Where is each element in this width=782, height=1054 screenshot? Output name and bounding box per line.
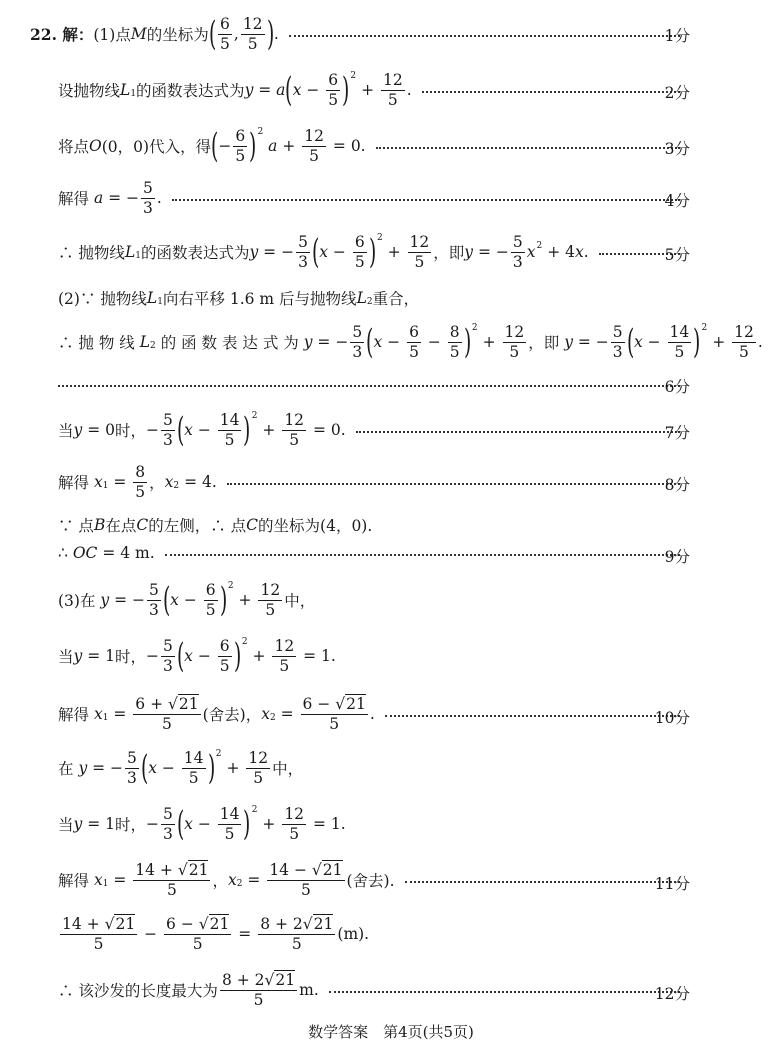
line-5: ∴ 抛物线 L 1 的函数表达式为 y = − $\frac{5}{3}$ ( x − $\frac{6}{5}$ ) 2 + $\frac{12}{5}$ ，即 y = − $\frac{5}{3}$ x 2 + 4 x .: [58, 236, 690, 268]
text: ∵ 点: [58, 517, 94, 535]
text: 的坐标为: [146, 26, 209, 44]
question-label: 22. 解：: [30, 25, 94, 44]
text: 的函数表达式为: [136, 82, 245, 100]
text: 在点: [105, 517, 137, 535]
points-6: 6分: [664, 378, 690, 396]
text: 中，: [284, 592, 316, 610]
paren: ): [266, 14, 274, 54]
text: ∴ 抛 物 线: [58, 334, 135, 352]
dot-leader: [405, 881, 680, 883]
text: 当: [58, 816, 74, 834]
line-8: [58, 374, 690, 394]
dot-leader: [227, 483, 680, 485]
text: (2)∵ 抛物线: [58, 290, 147, 308]
text: (舍去).: [346, 872, 395, 890]
line-18: 解得 x 1 = $\frac{14 + √21}{5}$ ， x 2 = $\frac{14 - √21}{5}$ (舍去).: [58, 863, 690, 897]
text: (m).: [337, 925, 370, 943]
dot-leader: [172, 199, 680, 201]
text: 当: [58, 422, 74, 440]
points-7: 7分: [664, 424, 690, 442]
line-10: 解得 x 1 = $\frac{8}{5}$ ， x 2 = 4.: [58, 466, 690, 498]
text: m.: [299, 981, 319, 999]
paren: (: [208, 14, 217, 54]
text: 时，: [114, 648, 146, 666]
points-10: 10分: [654, 709, 690, 727]
text: 解得: [58, 190, 90, 208]
text: 向右平移 1.6 m 后与抛物线: [162, 290, 357, 308]
line-7: ∴ 抛 物 线 L 2 的 函 数 表 达 式 为 y = − $\frac{5}{3}$ ( x − $\frac{6}{5}$ − $\frac{8}{5}$ ) 2 + $\frac{12}{5}$ ，即 y = − $\frac{5}{3}$ ( x − $\frac{14}{5}$ ) 2 + $\frac{12}{5}$ .: [58, 322, 763, 362]
points-4: 4分: [664, 192, 690, 210]
line-19: $\frac{14 + √21}{5}$ − $\frac{6 - √21}{5}$ = $\frac{8 + 2√21}{5}$ (m).: [62, 915, 370, 953]
frac: $\frac{12}{5}$: [242, 15, 263, 53]
line-16: 在 y = − $\frac{5}{3}$ ( x − $\frac{14}{5}$ ) 2 + $\frac{12}{5}$ 中，: [58, 748, 304, 788]
points-8: 8分: [664, 476, 690, 494]
text: ，即: [433, 244, 465, 262]
line-20: ∴ 该沙发的长度最大为 $\frac{8 + 2√21}{5}$ m.: [58, 972, 690, 1008]
points-12: 12分: [654, 985, 690, 1003]
text: 解得: [58, 872, 90, 890]
text: 解得: [58, 706, 90, 724]
frac: $\frac{6}{5}$: [220, 15, 230, 53]
text: 的左侧，∴ 点: [148, 517, 247, 535]
var: M: [130, 25, 147, 43]
text: 的 函 数 表 达 式 为: [160, 334, 299, 352]
dot-leader: [356, 431, 680, 433]
text: 设抛物线: [58, 82, 121, 100]
text: ∴ 抛物线: [58, 244, 125, 262]
text: 时，: [114, 422, 146, 440]
line-12: ∴ OC = 4 m.: [58, 542, 690, 564]
text: 时，: [114, 816, 146, 834]
text: 中，: [272, 760, 304, 778]
line-6: (2)∵ 抛物线 L 1 向右平移 1.6 m 后与抛物线 L 2 重合，: [58, 289, 420, 308]
text: ，即: [528, 334, 560, 352]
line-11: ∵ 点 B 在点 C 的左侧，∴ 点 C 的坐标为(4，0).: [58, 516, 373, 535]
dot-leader: [165, 554, 680, 556]
text: 当: [58, 648, 74, 666]
points-2: 2分: [664, 84, 690, 102]
text: 的函数表达式为: [140, 244, 250, 262]
text: 的坐标为(4，0).: [258, 517, 373, 535]
line-13: (3)在 y = − $\frac{5}{3}$ ( x − $\frac{6}{5}$ ) 2 + $\frac{12}{5}$ 中，: [58, 580, 316, 620]
text: (3)在: [58, 592, 96, 610]
line-15: 解得 x 1 = $\frac{6 + √21}{5}$ (舍去)， x 2 = $\frac{6 - √21}{5}$ .: [58, 697, 690, 731]
dot-leader: [58, 385, 680, 387]
line-14: 当 y = 1 时， − $\frac{5}{3}$ ( x − $\frac{6}{5}$ ) 2 + $\frac{12}{5}$ = 1.: [58, 636, 336, 676]
points-11: 11分: [654, 875, 690, 893]
points-1: 1分: [664, 27, 690, 45]
part-label: (1)点: [93, 26, 131, 44]
page-footer: 数学答案 第4页(共5页): [308, 1023, 474, 1041]
points-9: 9分: [664, 548, 690, 566]
text: 解得: [58, 474, 90, 492]
text: 将点: [58, 138, 90, 156]
line-1: 22. 解： (1)点 M 的坐标为 ( $\frac{6}{5}$ , $\frac{12}{5}$ ) .: [30, 18, 690, 50]
dot-leader: [422, 91, 680, 93]
points-5: 5分: [664, 246, 690, 264]
dot-leader: [385, 715, 680, 717]
text: = 4 m.: [102, 544, 155, 562]
text: ∴ 该沙发的长度最大为: [58, 982, 218, 1000]
dot-leader: [376, 147, 680, 149]
text: ∴: [58, 544, 68, 562]
dot-leader: [329, 991, 680, 993]
text: 代入，得: [149, 138, 212, 156]
points-3: 3分: [664, 140, 690, 158]
line-3: 将点 O (0，0) 代入，得 ( − $\frac{6}{5}$ ) 2 a + $\frac{12}{5}$ = 0.: [58, 130, 690, 162]
dot-leader: [289, 35, 680, 37]
line-17: 当 y = 1 时， − $\frac{5}{3}$ ( x − $\frac{14}{5}$ ) 2 + $\frac{12}{5}$ = 1.: [58, 804, 346, 844]
text: 重合，: [372, 290, 420, 308]
line-2: 设抛物线 L 1 的函数表达式为 y = a ( x − $\frac{6}{5}$ ) 2 + $\frac{12}{5}$ .: [58, 74, 690, 106]
line-4: 解得 a = − $\frac{5}{3}$ .: [58, 182, 690, 214]
line-9: 当 y = 0 时， − $\frac{5}{3}$ ( x − $\frac{14}{5}$ ) 2 + $\frac{12}{5}$ = 0.: [58, 414, 690, 446]
text: (舍去)，: [202, 706, 262, 724]
